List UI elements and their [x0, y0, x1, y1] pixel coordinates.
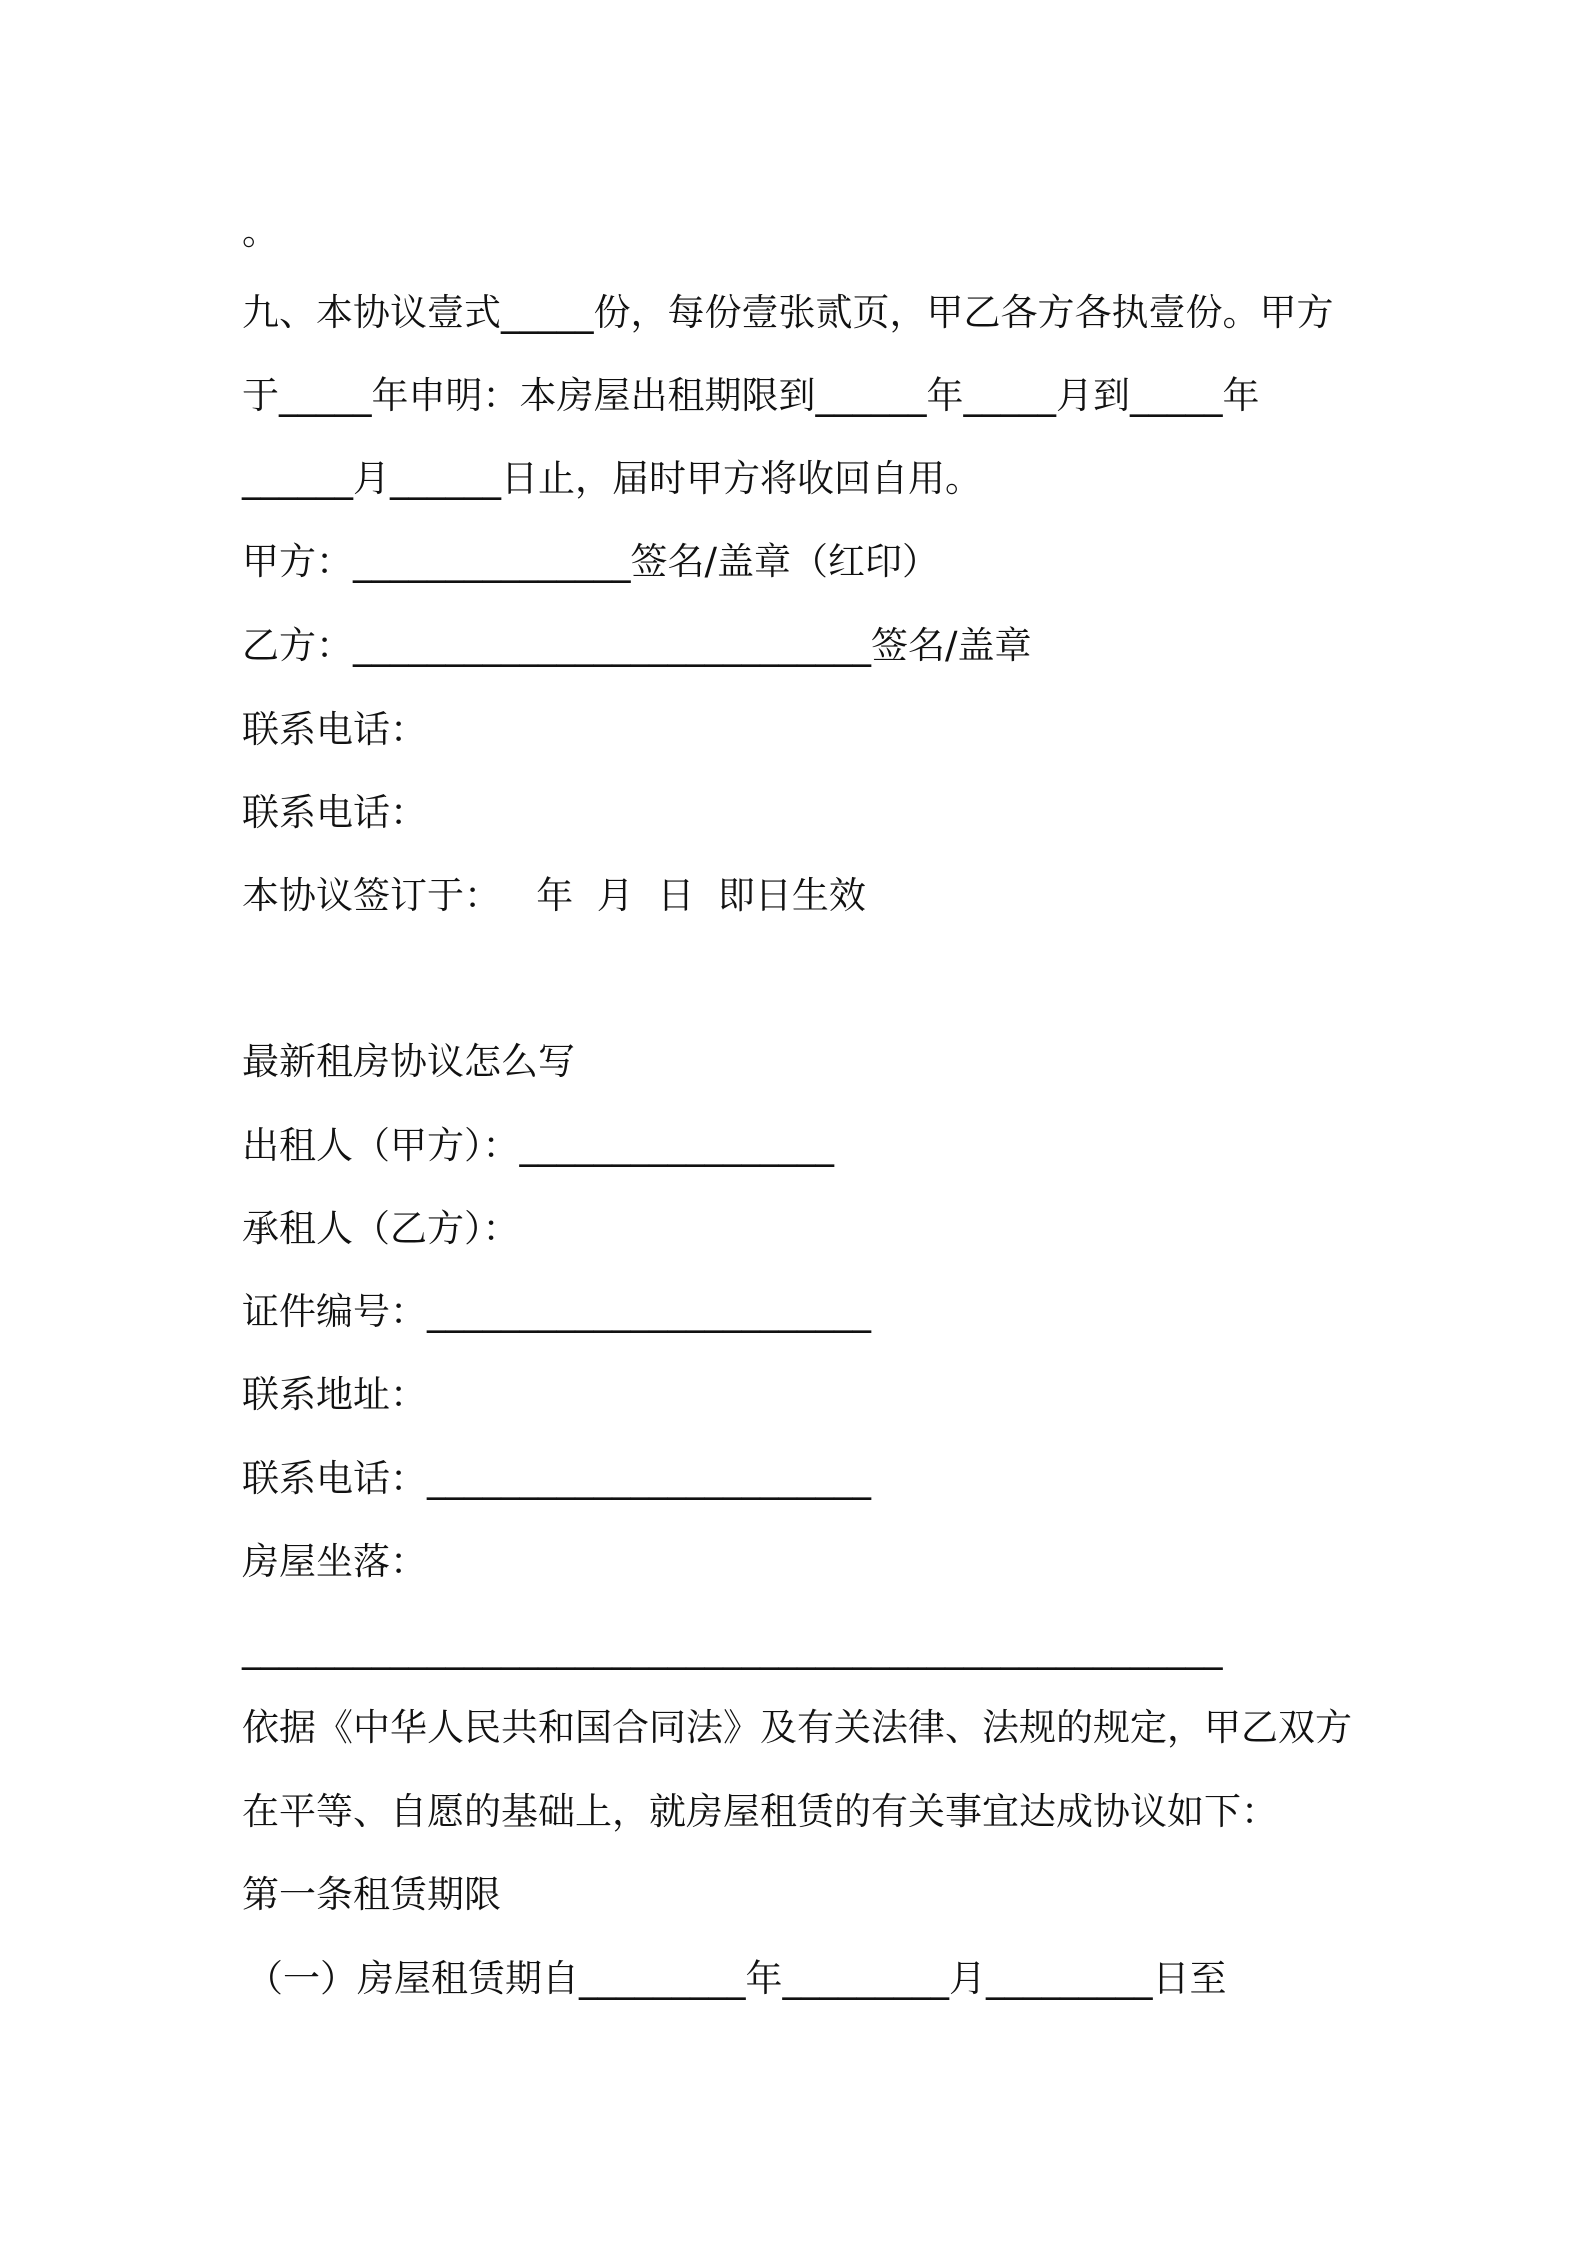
text-line-return-for-own-use: ______月______日止，届时甲方将收回自用。	[242, 457, 982, 500]
text-line-lease-term-declaration: 于_____年申明：本房屋出租期限到______年_____月到_____年	[242, 374, 1260, 417]
text-line-signing-date: 本协议签订于： 年 月 日 即日生效	[242, 874, 866, 917]
text-line-contact-phone-b: 联系电话：	[242, 791, 427, 834]
text-line-lessor: 出租人（甲方）：_________________	[242, 1124, 834, 1167]
text-line-contact-phone-a: 联系电话：	[242, 708, 427, 751]
article-one-title: 第一条租赁期限	[242, 1873, 501, 1916]
text-line-location-blank: _____________________________________________________	[242, 1627, 1223, 1670]
text-line-contact-phone: 联系电话：________________________	[242, 1457, 871, 1500]
text-line-clause-nine: 九、本协议壹式_____份，每份壹张贰页，甲乙各方各执壹份。甲方	[242, 291, 1334, 334]
text-line-agreement-intro: 在平等、自愿的基础上，就房屋租赁的有关事宜达成协议如下：	[242, 1790, 1278, 1833]
text-line-period: 。	[242, 210, 279, 253]
text-line-contact-address: 联系地址：	[242, 1373, 427, 1416]
text-line-party-a-signature: 甲方：_______________签名/盖章（红印）	[242, 540, 939, 583]
text-line-id-number: 证件编号：________________________	[242, 1290, 871, 1333]
text-line-lessee: 承租人（乙方）：	[242, 1207, 520, 1250]
text-line-party-b-signature: 乙方：____________________________签名/盖章	[242, 624, 1032, 667]
text-line-lease-period: （一）房屋租赁期自_________年_________月_________日至	[246, 1957, 1227, 2000]
section-title: 最新租房协议怎么写	[242, 1040, 575, 1083]
text-line-property-location: 房屋坐落：	[242, 1540, 427, 1583]
text-line-legal-basis: 依据《中华人民共和国合同法》及有关法律、法规的规定，甲乙双方	[242, 1706, 1352, 1749]
